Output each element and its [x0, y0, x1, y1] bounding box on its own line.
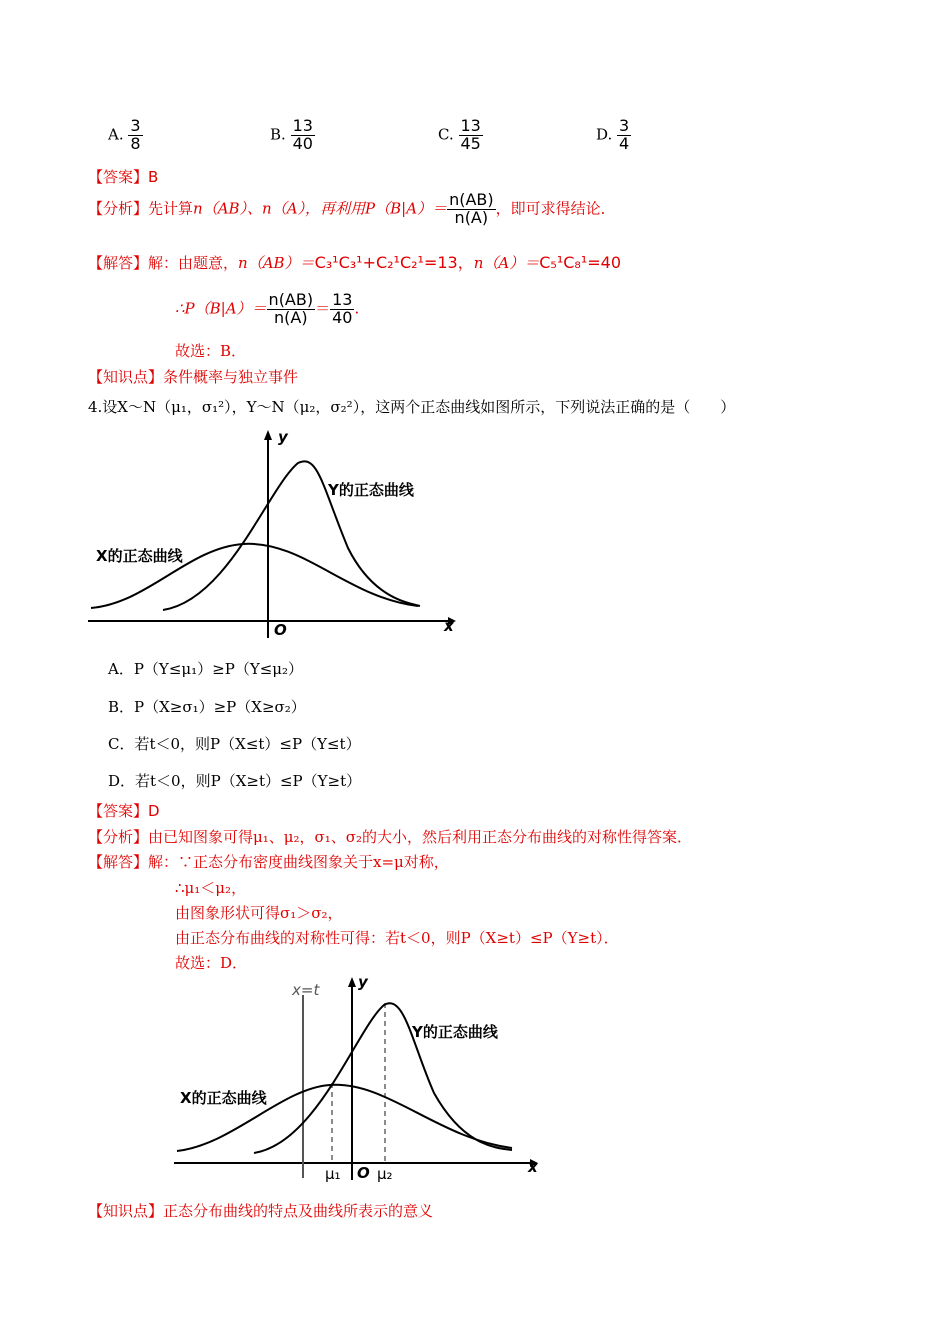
fraction: $\frac{n(AB)}{n(A)}$ — [268, 290, 314, 327]
normal-curves-graph — [88, 428, 458, 643]
y-curve-label: Y的正态曲线 — [328, 481, 414, 499]
fraction: $\frac{n(AB)}{n(A)}$ — [449, 190, 494, 227]
mu2-label: μ₂ — [377, 1165, 393, 1183]
fraction: $\frac{13}{40}$ — [292, 116, 313, 153]
x-curve-label: X的正态曲线 — [180, 1089, 267, 1107]
option-a: A. $\frac{3}{8}$ — [108, 116, 141, 153]
option-b: B. $\frac{13}{40}$ — [270, 116, 313, 153]
mu1-label: μ₁ — [325, 1165, 341, 1183]
line-label: x=t — [292, 981, 320, 999]
q4-solution-line: 【解答】解：∵正态分布密度曲线图象关于x=μ对称， — [88, 853, 449, 871]
q4-option-b: B．P（X≥σ₁）≥P（X≥σ₂） — [108, 698, 306, 716]
q4-answer-line: 【答案】D — [88, 802, 160, 820]
y-axis-arrow — [348, 977, 356, 987]
q4-solution-line-3: 由图象形状可得σ₁＞σ₂， — [175, 904, 343, 922]
solution-line: 【解答】解：由题意，n（AB）＝C₃¹C₃¹+C₂¹C₂¹=13，n（A）＝C₅¹C₈¹=40 — [88, 253, 622, 272]
q4-option-c: C．若t＜0，则P（X≤t）≤P（Y≤t） — [108, 735, 361, 753]
x-axis-label: x — [444, 617, 454, 635]
knowledge-line: 【知识点】条件概率与独立事件 — [88, 368, 299, 386]
y-axis-label: y — [278, 428, 288, 446]
y-curve-label: Y的正态曲线 — [412, 1023, 498, 1041]
y-axis-label: y — [358, 973, 368, 991]
fraction: $\frac{3}{8}$ — [130, 116, 141, 153]
fraction: $\frac{13}{45}$ — [460, 116, 481, 153]
fraction: $\frac{3}{4}$ — [619, 116, 630, 153]
therefore-line: ∴P（B|A）＝ $\frac{n(AB)}{n(A)}$ ＝ $\frac{13}{40}$ . — [175, 290, 360, 327]
choose-line: 故选：B． — [175, 342, 247, 360]
answer-line: 【答案】B — [88, 168, 159, 186]
y-axis-arrow — [264, 430, 272, 440]
q4-analysis-line: 【分析】由已知图象可得μ₁、μ₂，σ₁、σ₂的大小，然后利用正态分布曲线的对称性得答案． — [88, 828, 693, 846]
question-4-stem: 4.设X～N（μ₁，σ₁²），Y～N（μ₂，σ₂²），这两个正态曲线如图所示，下列说法正确的是（ ） — [88, 398, 736, 416]
q4-option-a: A．P（Y≤μ₁）≥P（Y≤μ₂） — [108, 660, 304, 678]
fraction: $\frac{13}{40}$ — [332, 290, 353, 327]
option-c: C. $\frac{13}{45}$ — [438, 116, 481, 153]
origin-label: O — [357, 1164, 370, 1182]
option-d: D. $\frac{3}{4}$ — [596, 116, 630, 153]
analysis-line: 【分析】先计算n（AB）、n（A），再利用P（B|A）＝ $\frac{n(AB)}{n(A)}$ ，即可求得结论． — [88, 190, 616, 227]
x-axis-label: x — [528, 1158, 538, 1176]
q4-option-d: D．若t＜0，则P（X≥t）≤P（Y≥t） — [108, 772, 362, 790]
q4-solution-line-5: 故选：D． — [175, 954, 248, 972]
q4-solution-line-4: 由正态分布曲线的对称性可得：若t＜0，则P（X≥t）≤P（Y≥t）． — [175, 929, 619, 947]
origin-label: O — [274, 621, 287, 639]
q4-knowledge-line: 【知识点】正态分布曲线的特点及曲线所表示的意义 — [88, 1202, 434, 1220]
normal-curves-graph-2 — [172, 973, 542, 1188]
q4-solution-line-2: ∴μ₁＜μ₂， — [175, 879, 247, 897]
x-curve-label: X的正态曲线 — [96, 547, 183, 565]
